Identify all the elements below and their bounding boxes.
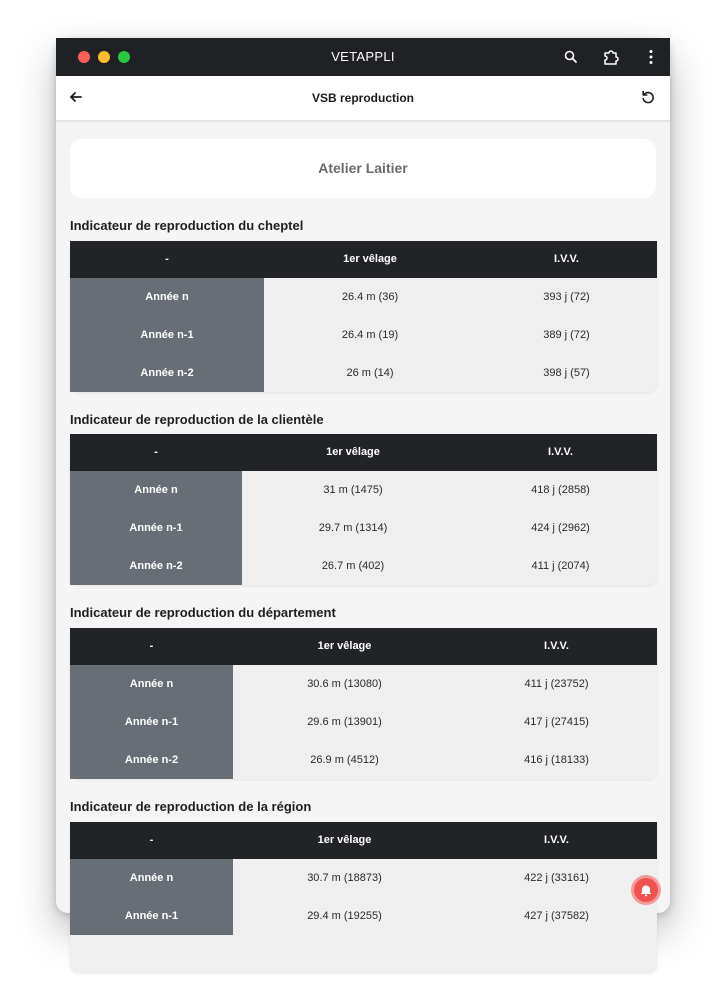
table-row (70, 278, 657, 316)
header-cell: - (154, 446, 158, 458)
section-title-cheptel: Indicateur de reproduction du cheptel (70, 218, 304, 233)
table-row (70, 316, 657, 354)
header-cell: I.V.V. (554, 253, 579, 265)
header-cell: I.V.V. (544, 834, 569, 846)
refresh-icon[interactable] (640, 89, 656, 105)
table-header (70, 241, 657, 278)
row-label: Année n-1 (70, 703, 233, 741)
ivv-cell: 422 j (33161) (524, 872, 589, 884)
velage-cell: 29.4 m (19255) (307, 910, 382, 922)
ivv-cell: 418 j (2858) (531, 484, 590, 496)
header-cell: 1er vêlage (317, 834, 372, 846)
velage-cell: 26.4 m (19) (341, 329, 399, 341)
ivv-cell: 393 j (72) (543, 291, 590, 303)
section-title-region: Indicateur de reproduction de la région (70, 799, 312, 814)
zoom-icon[interactable] (562, 48, 580, 66)
row-label: Année n-1 (70, 509, 242, 547)
velage-cell: 26 m (14) (346, 367, 394, 379)
velage-cell: 26.7 m (402) (321, 560, 385, 572)
ivv-cell: 427 j (37582) (524, 910, 589, 922)
header-cell: 1er vêlage (326, 446, 380, 458)
velage-cell: 30.6 m (13080) (307, 678, 382, 690)
section-title-clientele: Indicateur de reproduction de la clientèle (70, 412, 324, 427)
atelier-card[interactable]: Atelier Laitier (70, 139, 656, 198)
header-cell: - (165, 253, 169, 265)
table-row (70, 897, 657, 935)
velage-cell: 30.7 m (18873) (307, 872, 382, 884)
table-header (70, 434, 657, 471)
row-label: Année n (70, 278, 264, 316)
velage-cell: 26.4 m (36) (341, 291, 399, 303)
table-row (70, 741, 657, 779)
notification-button[interactable] (631, 875, 661, 905)
ivv-cell: 389 j (72) (543, 329, 590, 341)
row-label: Année n-2 (70, 547, 242, 585)
row-label: Année n-1 (70, 316, 264, 354)
ivv-cell: 416 j (18133) (524, 754, 589, 766)
table-row (70, 471, 657, 509)
table-cheptel (70, 241, 657, 392)
velage-cell: 29.7 m (1314) (318, 522, 388, 534)
notification-button-inner (634, 878, 658, 902)
app-window (56, 38, 670, 922)
row-label: Année n-2 (70, 354, 264, 392)
ivv-cell: 411 j (2074) (531, 560, 590, 572)
header-cell: I.V.V. (544, 640, 569, 652)
row-label: Année n (70, 665, 233, 703)
velage-cell: 26.9 m (4512) (310, 754, 379, 766)
row-label: Année n (70, 471, 242, 509)
window-title: VETAPPLI (331, 49, 395, 64)
section-title-departement: Indicateur de reproduction du département (70, 605, 336, 620)
header-cell: - (149, 640, 154, 652)
table-row (70, 703, 657, 741)
header-cell: 1er vêlage (317, 640, 372, 652)
window-titlebar (56, 38, 670, 76)
ivv-cell: 424 j (2962) (531, 522, 590, 534)
table-row (70, 354, 657, 392)
row-label: Année n-1 (70, 897, 233, 935)
page-title: VSB reproduction (311, 91, 414, 105)
header-cell: I.V.V. (548, 446, 573, 458)
app-bar (56, 76, 670, 121)
main-content (56, 122, 670, 922)
ivv-cell: 417 j (27415) (524, 716, 589, 728)
bell-icon (639, 883, 653, 897)
header-cell: 1er vêlage (343, 253, 397, 265)
table-departement (70, 628, 657, 779)
table-header (70, 822, 657, 859)
header-cell: - (149, 834, 154, 846)
table-row (70, 859, 657, 897)
row-label: Année n (70, 859, 233, 897)
more-vert-icon[interactable] (642, 48, 660, 66)
extension-icon[interactable] (602, 48, 620, 66)
row-label: Année n-2 (70, 741, 233, 779)
velage-cell: 31 m (1475) (323, 484, 383, 496)
table-row (70, 665, 657, 703)
ivv-cell: 398 j (57) (543, 367, 590, 379)
table-region (70, 822, 657, 973)
velage-cell: 29.6 m (13901) (307, 716, 382, 728)
table-row (70, 509, 657, 547)
table-header (70, 628, 657, 665)
table-clientele (70, 434, 657, 585)
table-row (70, 547, 657, 585)
ivv-cell: 411 j (23752) (524, 678, 589, 690)
